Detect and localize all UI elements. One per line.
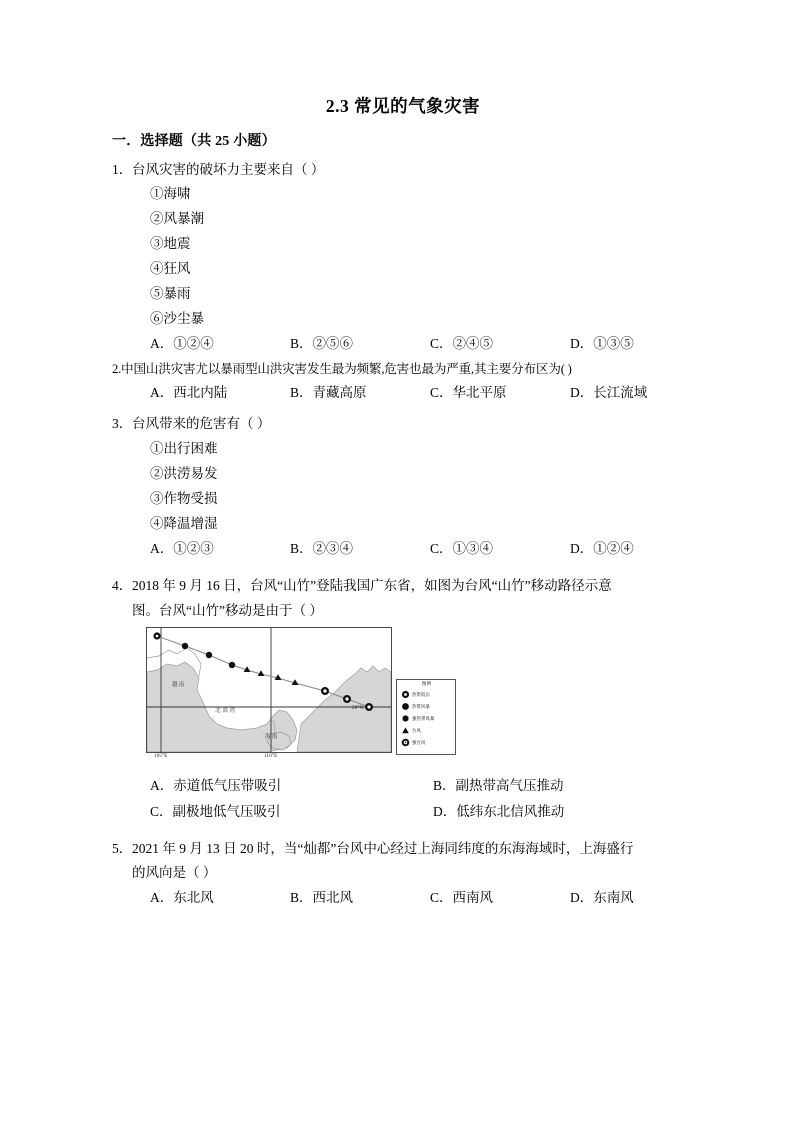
legend-item-typhoon bbox=[401, 725, 452, 737]
question-3-option-d[interactable]: D．①②④ bbox=[570, 540, 634, 556]
question-1-sub-2: ②风暴潮 bbox=[150, 211, 204, 227]
map-label-vietnam: 越南 bbox=[172, 681, 186, 688]
track-marker-10-core bbox=[345, 697, 348, 700]
question-5-option-b[interactable]: B．西北风 bbox=[290, 890, 354, 906]
question-3-sub-1: ①出行困难 bbox=[150, 441, 218, 457]
track-marker-11-core bbox=[367, 705, 370, 708]
axis-label-lon-105e: 105°E bbox=[154, 753, 168, 759]
question-1-sub-3: ③地震 bbox=[150, 236, 191, 252]
figure-wrapper bbox=[112, 627, 694, 769]
question-3-number: 3． bbox=[112, 416, 133, 432]
legend-item-severe-typhoon bbox=[401, 737, 452, 749]
track-marker-2 bbox=[182, 642, 188, 648]
question-4-options-row-2 bbox=[112, 802, 694, 823]
legend-item-tropical-storm bbox=[401, 701, 452, 713]
section-header: 一．选择题（共 25 小题） bbox=[112, 134, 276, 149]
question-1-stem bbox=[112, 160, 694, 181]
question-4 bbox=[112, 576, 694, 823]
question-2-option-a[interactable]: A．西北内陆 bbox=[150, 385, 228, 401]
question-3-options bbox=[112, 539, 694, 560]
question-2-option-c[interactable]: C．华北平原 bbox=[430, 385, 507, 401]
page-content bbox=[112, 96, 694, 914]
question-1-option-a[interactable]: A．①②④ bbox=[150, 335, 214, 351]
track-marker-1-core bbox=[156, 634, 159, 637]
question-5-stem-line-2 bbox=[112, 863, 694, 884]
question-4-option-b[interactable]: B．副热带高气压推动 bbox=[433, 777, 564, 793]
landmass-south-china bbox=[297, 666, 391, 752]
question-5-option-c[interactable]: C．西南风 bbox=[430, 890, 494, 906]
question-5-number: 5． bbox=[112, 840, 133, 856]
question-2 bbox=[112, 360, 694, 404]
track-marker-3 bbox=[206, 651, 212, 657]
question-4-option-d[interactable]: D．低纬东北信风推动 bbox=[433, 803, 565, 819]
question-3-sub-3: ③作物受损 bbox=[150, 491, 218, 507]
question-1-option-d[interactable]: D．①③⑤ bbox=[570, 335, 634, 351]
track-marker-9-core bbox=[323, 689, 326, 692]
legend-label-tropical-storm: 热带风暴 bbox=[412, 703, 430, 709]
question-3-option-b[interactable]: B．②③④ bbox=[290, 540, 354, 556]
question-2-stem bbox=[112, 360, 694, 380]
map-legend bbox=[396, 679, 456, 755]
typhoon-track-figure bbox=[146, 627, 458, 769]
question-5 bbox=[112, 839, 694, 910]
legend-label-severe-typhoon: 强台风 bbox=[412, 739, 426, 745]
question-1-sub-4: ④狂风 bbox=[150, 261, 191, 277]
circle-dot-icon bbox=[401, 690, 410, 699]
question-4-text-1: 2018 年 9 月 16 日，台风“山竹”登陆我国广东省，如图为台风“山竹”移动路径示意 bbox=[132, 577, 612, 593]
question-4-option-a[interactable]: A．赤道低气压带吸引 bbox=[150, 777, 282, 793]
question-3-option-c[interactable]: C．①③④ bbox=[430, 540, 494, 556]
legend-label-tropical-depression: 热带低压 bbox=[412, 691, 430, 697]
question-2-text: 中国山洪灾害尤以暴雨型山洪灾害发生最为频繁,危害也最为严重,其主要分布区为( ) bbox=[121, 361, 572, 376]
triangle-icon bbox=[401, 726, 410, 735]
question-2-options bbox=[112, 383, 694, 404]
question-1-sub-6: ⑥沙尘暴 bbox=[150, 311, 204, 327]
hexagon-icon bbox=[401, 714, 410, 723]
question-5-text-1: 2021 年 9 月 13 日 20 时，当“灿都”台风中心经过上海同纬度的东海海域时，上海盛行 bbox=[132, 840, 634, 856]
question-1-options bbox=[112, 334, 694, 355]
question-1-number: 1． bbox=[112, 161, 133, 177]
question-2-option-d[interactable]: D．长江流域 bbox=[570, 385, 648, 401]
track-marker-4 bbox=[229, 661, 235, 667]
map-frame bbox=[146, 627, 392, 753]
map-label-hainan: 海南 bbox=[265, 733, 279, 740]
question-4-option-c[interactable]: C．副极地低气压吸引 bbox=[150, 803, 281, 819]
question-2-number: 2. bbox=[112, 361, 122, 376]
question-4-stem-line-1 bbox=[112, 576, 694, 597]
question-5-option-a[interactable]: A．东北风 bbox=[150, 890, 214, 906]
question-4-text-2: 图。台风“山竹”移动是由于（ ） bbox=[132, 602, 323, 618]
axis-label-lat-20n: 20°N bbox=[352, 705, 364, 711]
question-1-sub-5: ⑤暴雨 bbox=[150, 286, 191, 302]
legend-label-typhoon: 台风 bbox=[412, 727, 421, 733]
question-3-sub-4: ④降温增湿 bbox=[150, 516, 218, 531]
question-3-text: 台风带来的危害有（ ） bbox=[132, 416, 271, 432]
question-3-sub-2: ②洪涝易发 bbox=[150, 466, 218, 482]
question-1-option-b[interactable]: B．②⑤⑥ bbox=[290, 335, 354, 351]
legend-label-severe-tropical-storm: 强热带风暴 bbox=[412, 715, 435, 721]
spacer bbox=[112, 828, 694, 839]
question-4-stem-line-2 bbox=[112, 601, 694, 622]
question-1-option-c[interactable]: C．②④⑤ bbox=[430, 335, 494, 351]
circle-ring-icon bbox=[401, 738, 410, 747]
question-5-stem-line-1 bbox=[112, 839, 694, 860]
legend-item-tropical-depression bbox=[401, 689, 452, 701]
question-3-stem bbox=[112, 414, 694, 435]
question-4-number: 4． bbox=[112, 577, 133, 593]
spacer bbox=[112, 565, 694, 576]
question-3-option-a[interactable]: A．①②③ bbox=[150, 540, 214, 556]
axis-label-lon-110e: 110°E bbox=[264, 753, 278, 759]
question-1-text: 台风灾害的破坏力主要来自（ ） bbox=[132, 161, 325, 177]
question-5-option-d[interactable]: D．东南风 bbox=[570, 890, 634, 906]
legend-title: 图例 bbox=[421, 680, 432, 686]
page-title: 2.3 常见的气象灾害 bbox=[325, 96, 481, 116]
legend-item-severe-tropical-storm bbox=[401, 713, 452, 725]
filled-circle-icon bbox=[401, 702, 410, 711]
question-1-sub-1: ①海啸 bbox=[150, 186, 191, 202]
question-1 bbox=[112, 160, 694, 355]
question-3 bbox=[112, 414, 694, 560]
question-4-options-row-1 bbox=[112, 776, 694, 797]
question-5-text-2: 的风向是（ ） bbox=[132, 865, 217, 881]
question-2-option-b[interactable]: B．青藏高原 bbox=[290, 385, 367, 401]
question-5-options bbox=[112, 888, 694, 909]
map-label-gulf: 北部湾 bbox=[215, 707, 237, 714]
